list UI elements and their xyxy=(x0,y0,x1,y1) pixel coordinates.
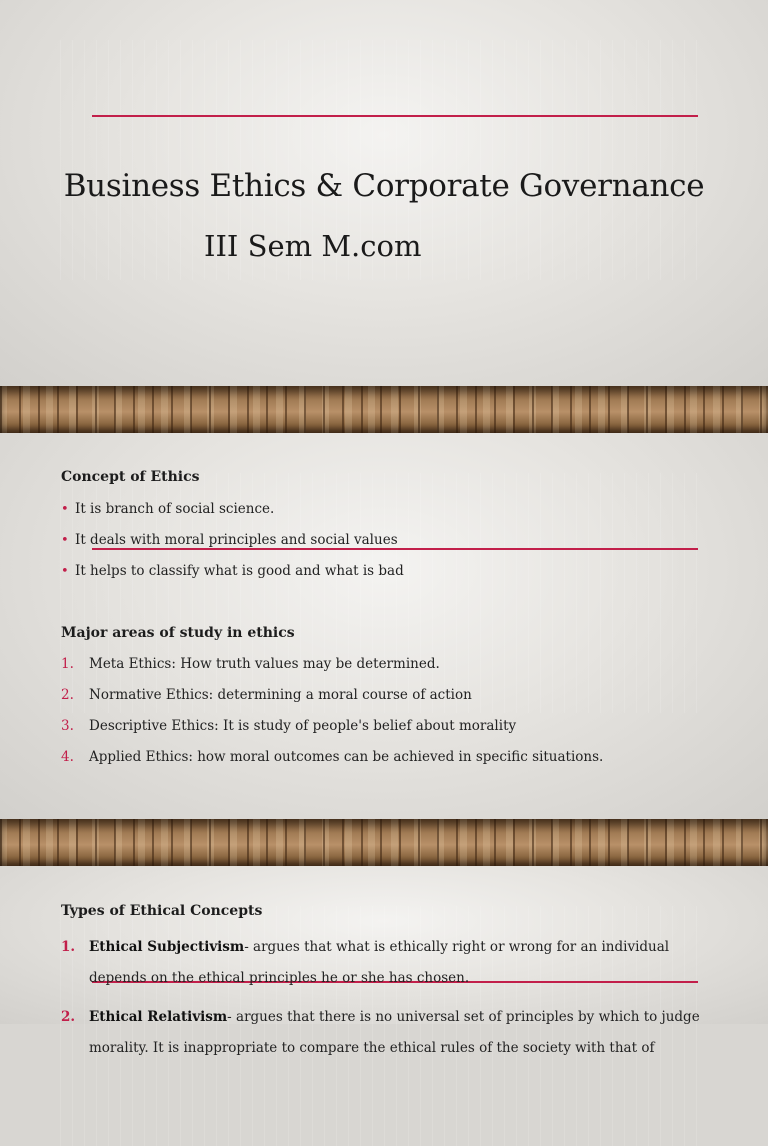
title-rule xyxy=(92,115,698,117)
concept-heading: Concept of Ethics xyxy=(61,469,200,485)
types-heading: Types of Ethical Concepts xyxy=(61,903,263,919)
concept-bullets xyxy=(61,494,701,587)
list-item: 2. Normative Ethics: determining a moral course of action xyxy=(61,687,472,703)
list-item: 4. Applied Ethics: how moral outcomes can be achieved in specific situations. xyxy=(61,749,604,765)
list-item: 1. Ethical Subjectivism- argues that what is ethically right or wrong for an individual depends on the ethical principles he or she has chosen. xyxy=(61,939,670,986)
types-list xyxy=(61,932,721,1072)
list-item: 3. Descriptive Ethics: It is study of people's belief about morality xyxy=(61,718,517,734)
types-slide xyxy=(0,866,768,1056)
bullet-item: • It is branch of social science. xyxy=(61,494,701,525)
title-slide xyxy=(0,0,768,386)
bullet-icon: • xyxy=(61,533,69,548)
wood-floor-divider xyxy=(0,386,768,433)
slide-subtitle: III Sem M.com xyxy=(204,229,422,263)
bullet-item: • It helps to classify what is good and what is bad xyxy=(61,556,701,587)
bullet-icon: • xyxy=(61,564,69,579)
bullet-item: • It deals with moral principles and social values xyxy=(61,525,701,556)
slide-title: Business Ethics & Corporate Governance xyxy=(63,168,705,204)
list-item: 2. Ethical Relativism- argues that there is no universal set of principles by which to judge morality. It is inappropriate to compare the ethical rules of the society with that of xyxy=(61,1009,700,1056)
areas-heading: Major areas of study in ethics xyxy=(61,625,295,641)
concept-slide xyxy=(0,433,768,819)
list-item: 1. Meta Ethics: How truth values may be determined. xyxy=(61,656,440,672)
areas-list xyxy=(61,649,721,773)
wood-floor-divider xyxy=(0,819,768,866)
bullet-icon: • xyxy=(61,502,69,517)
